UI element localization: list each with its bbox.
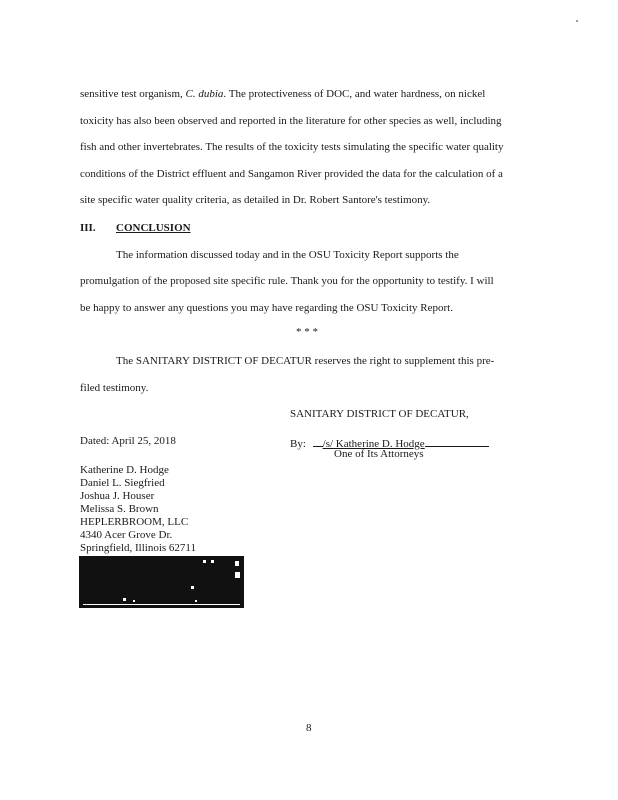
signature-underline-lead: [313, 435, 323, 447]
redaction-speck: [235, 561, 239, 566]
firm-street: 4340 Acer Grove Dr.: [80, 529, 173, 541]
signature-underline-tail: [425, 435, 489, 447]
firm-city: Springfield, Illinois 62711: [80, 542, 197, 554]
conclusion-line-3: be happy to answer any questions you may have regarding the OSU Toxicity Report.: [80, 302, 453, 314]
scan-speck: [576, 20, 578, 22]
section-number: III.: [80, 222, 96, 234]
redaction-underline: [83, 604, 240, 605]
attorney-name-3: Joshua J. Houser: [80, 490, 155, 502]
redaction-speck: [211, 560, 214, 563]
redaction-speck: [133, 600, 135, 602]
body-line-1: sensitive test organism, C. dubia. The protectiveness of DOC, and water hardness, on nickel: [80, 88, 486, 100]
body-line-2: toxicity has also been observed and reported in the literature for other species as well, including: [80, 115, 502, 127]
attorney-name-2: Daniel L. Siegfried: [80, 477, 165, 489]
body-line-4: conditions of the District effluent and Sangamon River provided the data for the calculation of a: [80, 168, 503, 180]
signature-party: SANITARY DISTRICT OF DECATUR,: [290, 408, 469, 420]
firm-name: HEPLERBROOM, LLC: [80, 516, 189, 528]
signer-role: One of Its Attorneys: [334, 448, 424, 460]
conclusion-line-2: promulgation of the proposed site specific rule. Thank you for the opportunity to testify. I will: [80, 275, 494, 287]
separator-asterisks: * * *: [296, 326, 318, 338]
redaction-speck: [191, 586, 194, 589]
attorney-name-4: Melissa S. Brown: [80, 503, 159, 515]
redaction-speck: [123, 598, 126, 601]
redaction-speck: [195, 600, 197, 602]
page-number: 8: [306, 722, 312, 734]
body-line-5: site specific water quality criteria, as detailed in Dr. Robert Santore's testimony.: [80, 194, 431, 206]
attorney-name-1: Katherine D. Hodge: [80, 464, 169, 476]
dated-line: Dated: April 25, 2018: [80, 435, 176, 447]
redaction-block: [79, 556, 244, 608]
by-label: By:: [290, 438, 306, 450]
reservation-line-2: filed testimony.: [80, 382, 149, 394]
reservation-line-1: The SANITARY DISTRICT OF DECATUR reserves the right to supplement this pre-: [116, 355, 495, 367]
body-line-3: fish and other invertebrates. The results of the toxicity tests simulating the specific water quality: [80, 141, 504, 153]
section-title: CONCLUSION: [116, 222, 191, 234]
signer-name: /s/ Katherine D. Hodge: [322, 438, 425, 450]
redaction-speck: [235, 572, 240, 578]
conclusion-line-1: The information discussed today and in the OSU Toxicity Report supports the: [116, 249, 459, 261]
redaction-speck: [203, 560, 206, 563]
